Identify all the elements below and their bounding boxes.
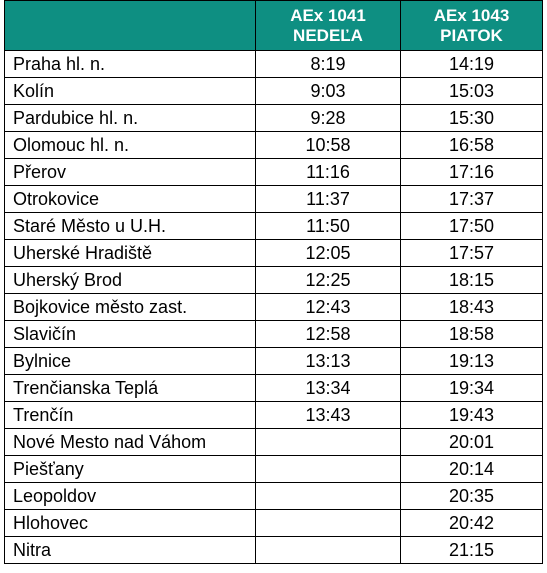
train-1041-time-cell: 10:58 [256,132,401,159]
train-1041-time-cell: 12:43 [256,294,401,321]
station-name-cell: Slavičín [5,321,256,348]
table-row [5,483,543,510]
train-1041-time-cell: 13:13 [256,348,401,375]
train-1043-time-cell: 15:30 [401,105,543,132]
table-row [5,537,543,564]
table-row [5,402,543,429]
train-1041-time-cell: 13:34 [256,375,401,402]
train-1043-day: PIATOK [440,25,503,45]
table-row [5,186,543,213]
header-row [5,1,543,51]
table-row [5,429,543,456]
train-1043-time-cell: 17:37 [401,186,543,213]
train-1041-time-cell: 11:37 [256,186,401,213]
table-row [5,159,543,186]
station-name-cell: Bylnice [5,348,256,375]
train-1041-time-cell [256,537,401,564]
train-1041-time-cell: 11:50 [256,213,401,240]
train-1043-time-cell: 17:50 [401,213,543,240]
table-row [5,51,543,78]
station-name-cell: Trenčianska Teplá [5,375,256,402]
train-1041-time-cell: 9:28 [256,105,401,132]
train-1043-time-cell: 18:15 [401,267,543,294]
train-1041-time-cell: 12:58 [256,321,401,348]
table-row [5,267,543,294]
train-1043-time-cell: 21:15 [401,537,543,564]
table-row [5,78,543,105]
train-1043-time-cell: 17:16 [401,159,543,186]
train-1041-time-cell [256,510,401,537]
train-1043-time-cell: 17:57 [401,240,543,267]
station-name-cell: Uherské Hradiště [5,240,256,267]
train-1041-time-cell: 11:16 [256,159,401,186]
train-1043-number: AEx 1043 [433,5,510,25]
train-1043-time-cell: 18:58 [401,321,543,348]
station-name-cell: Uherský Brod [5,267,256,294]
station-name-cell: Piešťany [5,456,256,483]
train-1041-number: AEx 1041 [290,5,366,25]
station-name-cell: Nové Mesto nad Váhom [5,429,256,456]
train-1043-header [401,1,543,51]
train-1043-time-cell: 20:35 [401,483,543,510]
table-row [5,240,543,267]
header-corner-cell [5,1,256,51]
station-name-cell: Otrokovice [5,186,256,213]
train-1041-time-cell: 9:03 [256,78,401,105]
station-name-cell: Přerov [5,159,256,186]
table-row [5,105,543,132]
train-1041-time-cell: 8:19 [256,51,401,78]
station-name-cell: Pardubice hl. n. [5,105,256,132]
train-1041-header [256,1,401,51]
table-row [5,348,543,375]
station-name-cell: Olomouc hl. n. [5,132,256,159]
train-1041-time-cell [256,456,401,483]
table-row [5,321,543,348]
station-name-cell: Hlohovec [5,510,256,537]
train-1043-time-cell: 20:01 [401,429,543,456]
train-1041-day: NEDEĽA [293,25,363,45]
timetable [4,0,543,564]
train-1043-time-cell: 14:19 [401,51,543,78]
train-1043-time-cell: 20:42 [401,510,543,537]
table-row [5,375,543,402]
table-row [5,294,543,321]
table-row [5,456,543,483]
station-name-cell: Trenčín [5,402,256,429]
train-1041-time-cell: 12:05 [256,240,401,267]
timetable-body [5,51,543,564]
table-row [5,213,543,240]
train-1043-time-cell: 16:58 [401,132,543,159]
train-1041-time-cell [256,429,401,456]
train-1041-time-cell [256,483,401,510]
station-name-cell: Leopoldov [5,483,256,510]
train-1043-time-cell: 15:03 [401,78,543,105]
station-name-cell: Nitra [5,537,256,564]
station-name-cell: Staré Město u U.H. [5,213,256,240]
train-1041-time-cell: 12:25 [256,267,401,294]
train-1043-time-cell: 18:43 [401,294,543,321]
table-row [5,510,543,537]
train-1043-time-cell: 20:14 [401,456,543,483]
table-row [5,132,543,159]
station-name-cell: Bojkovice město zast. [5,294,256,321]
station-name-cell: Kolín [5,78,256,105]
train-1043-time-cell: 19:43 [401,402,543,429]
train-1041-time-cell: 13:43 [256,402,401,429]
station-name-cell: Praha hl. n. [5,51,256,78]
train-1043-time-cell: 19:34 [401,375,543,402]
train-1043-time-cell: 19:13 [401,348,543,375]
